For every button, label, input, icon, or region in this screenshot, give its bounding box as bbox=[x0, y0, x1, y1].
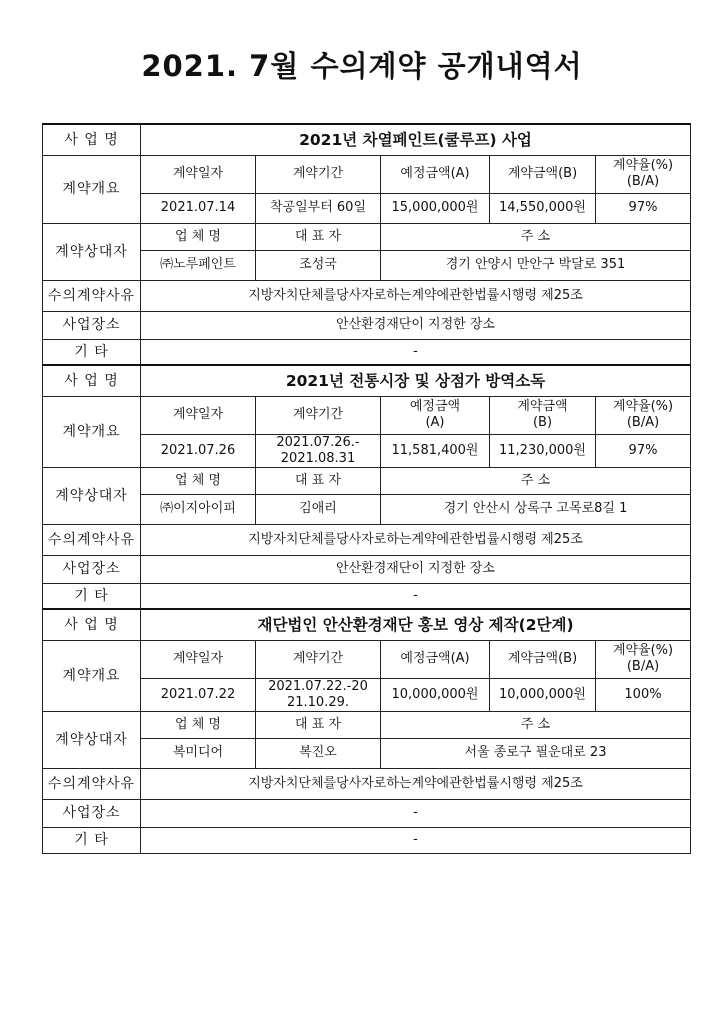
site-row bbox=[43, 799, 691, 827]
reason-value: 지방자치단체를당사자로하는계약에관한법률시행령 제25조 bbox=[141, 280, 691, 311]
label-etc: 기 타 bbox=[43, 583, 141, 609]
project-name: 재단법인 안산환경재단 홍보 영상 제작(2단계) bbox=[141, 609, 691, 640]
party-header-address: 주 소 bbox=[381, 223, 691, 250]
party-header-ceo: 대 표 자 bbox=[256, 223, 381, 250]
project-row bbox=[43, 124, 691, 155]
overview-header-row bbox=[43, 155, 691, 193]
party-header-company: 업 체 명 bbox=[141, 223, 256, 250]
site-row bbox=[43, 555, 691, 583]
overview-header-row bbox=[43, 396, 691, 434]
overview-header: 계약금액 (B) bbox=[490, 396, 596, 434]
party-address: 경기 안양시 만안구 박달로 351 bbox=[381, 250, 691, 280]
party-header-company: 업 체 명 bbox=[141, 711, 256, 738]
label-etc: 기 타 bbox=[43, 339, 141, 365]
label-counterparty: 계약상대자 bbox=[43, 467, 141, 524]
project-row bbox=[43, 609, 691, 640]
overview-header: 예정금액(A) bbox=[381, 155, 490, 193]
etc-value: - bbox=[141, 583, 691, 609]
reason-row bbox=[43, 524, 691, 555]
project-name: 2021년 차열페인트(쿨루프) 사업 bbox=[141, 124, 691, 155]
party-address: 경기 안산시 상록구 고목로8길 1 bbox=[381, 494, 691, 524]
overview-value: 100% bbox=[596, 678, 691, 711]
overview-value: 97% bbox=[596, 193, 691, 223]
overview-value-row bbox=[43, 678, 691, 711]
reason-value: 지방자치단체를당사자로하는계약에관한법률시행령 제25조 bbox=[141, 768, 691, 799]
site-value: - bbox=[141, 799, 691, 827]
overview-header: 계약율(%) (B/A) bbox=[596, 640, 691, 678]
overview-header: 계약율(%) (B/A) bbox=[596, 396, 691, 434]
overview-value: 착공일부터 60일 bbox=[256, 193, 381, 223]
label-site: 사업장소 bbox=[43, 555, 141, 583]
site-value: 안산환경재단이 지정한 장소 bbox=[141, 555, 691, 583]
overview-value: 2021.07.14 bbox=[141, 193, 256, 223]
project-name: 2021년 전통시장 및 상점가 방역소독 bbox=[141, 365, 691, 396]
label-counterparty: 계약상대자 bbox=[43, 711, 141, 768]
overview-header: 계약금액(B) bbox=[490, 640, 596, 678]
party-header-ceo: 대 표 자 bbox=[256, 467, 381, 494]
label-counterparty: 계약상대자 bbox=[43, 223, 141, 280]
party-header-address: 주 소 bbox=[381, 711, 691, 738]
party-ceo: 김애리 bbox=[256, 494, 381, 524]
party-header-address: 주 소 bbox=[381, 467, 691, 494]
etc-row bbox=[43, 339, 691, 365]
overview-header-row bbox=[43, 640, 691, 678]
overview-value: 2021.07.22.-20 21.10.29. bbox=[256, 678, 381, 711]
overview-value: 15,000,000원 bbox=[381, 193, 490, 223]
site-row bbox=[43, 311, 691, 339]
overview-header: 계약기간 bbox=[256, 640, 381, 678]
reason-row bbox=[43, 768, 691, 799]
overview-value: 10,000,000원 bbox=[490, 678, 596, 711]
party-company: ㈜노루페인트 bbox=[141, 250, 256, 280]
contract-table bbox=[42, 123, 691, 854]
party-ceo: 복진오 bbox=[256, 738, 381, 768]
reason-value: 지방자치단체를당사자로하는계약에관한법률시행령 제25조 bbox=[141, 524, 691, 555]
party-value-row bbox=[43, 250, 691, 280]
label-etc: 기 타 bbox=[43, 827, 141, 853]
label-project: 사 업 명 bbox=[43, 124, 141, 155]
party-company: 복미디어 bbox=[141, 738, 256, 768]
label-reason: 수의계약사유 bbox=[43, 768, 141, 799]
overview-value: 2021.07.26 bbox=[141, 434, 256, 467]
label-site: 사업장소 bbox=[43, 799, 141, 827]
party-company: ㈜이지아이피 bbox=[141, 494, 256, 524]
overview-value: 11,581,400원 bbox=[381, 434, 490, 467]
overview-header: 계약기간 bbox=[256, 155, 381, 193]
overview-value-row bbox=[43, 434, 691, 467]
site-value: 안산환경재단이 지정한 장소 bbox=[141, 311, 691, 339]
overview-header: 계약율(%) (B/A) bbox=[596, 155, 691, 193]
party-header-row bbox=[43, 467, 691, 494]
etc-value: - bbox=[141, 827, 691, 853]
party-value-row bbox=[43, 494, 691, 524]
overview-value: 11,230,000원 bbox=[490, 434, 596, 467]
label-reason: 수의계약사유 bbox=[43, 280, 141, 311]
overview-value: 14,550,000원 bbox=[490, 193, 596, 223]
label-overview: 계약개요 bbox=[43, 396, 141, 467]
overview-value: 2021.07.26.- 2021.08.31 bbox=[256, 434, 381, 467]
overview-header: 계약금액(B) bbox=[490, 155, 596, 193]
etc-row bbox=[43, 583, 691, 609]
overview-header: 계약기간 bbox=[256, 396, 381, 434]
label-project: 사 업 명 bbox=[43, 609, 141, 640]
etc-value: - bbox=[141, 339, 691, 365]
party-header-row bbox=[43, 711, 691, 738]
overview-header: 계약일자 bbox=[141, 396, 256, 434]
etc-row bbox=[43, 827, 691, 853]
overview-header: 예정금액(A) bbox=[381, 640, 490, 678]
overview-header: 계약일자 bbox=[141, 155, 256, 193]
overview-value: 2021.07.22 bbox=[141, 678, 256, 711]
overview-value-row bbox=[43, 193, 691, 223]
label-reason: 수의계약사유 bbox=[43, 524, 141, 555]
label-project: 사 업 명 bbox=[43, 365, 141, 396]
overview-value: 10,000,000원 bbox=[381, 678, 490, 711]
party-header-company: 업 체 명 bbox=[141, 467, 256, 494]
overview-header: 계약일자 bbox=[141, 640, 256, 678]
reason-row bbox=[43, 280, 691, 311]
party-address: 서울 종로구 필운대로 23 bbox=[381, 738, 691, 768]
label-overview: 계약개요 bbox=[43, 640, 141, 711]
label-overview: 계약개요 bbox=[43, 155, 141, 223]
label-site: 사업장소 bbox=[43, 311, 141, 339]
party-header-ceo: 대 표 자 bbox=[256, 711, 381, 738]
page-title: 2021. 7월 수의계약 공개내역서 bbox=[141, 49, 583, 83]
party-header-row bbox=[43, 223, 691, 250]
party-ceo: 조성국 bbox=[256, 250, 381, 280]
overview-header: 예정금액 (A) bbox=[381, 396, 490, 434]
overview-value: 97% bbox=[596, 434, 691, 467]
project-row bbox=[43, 365, 691, 396]
party-value-row bbox=[43, 738, 691, 768]
